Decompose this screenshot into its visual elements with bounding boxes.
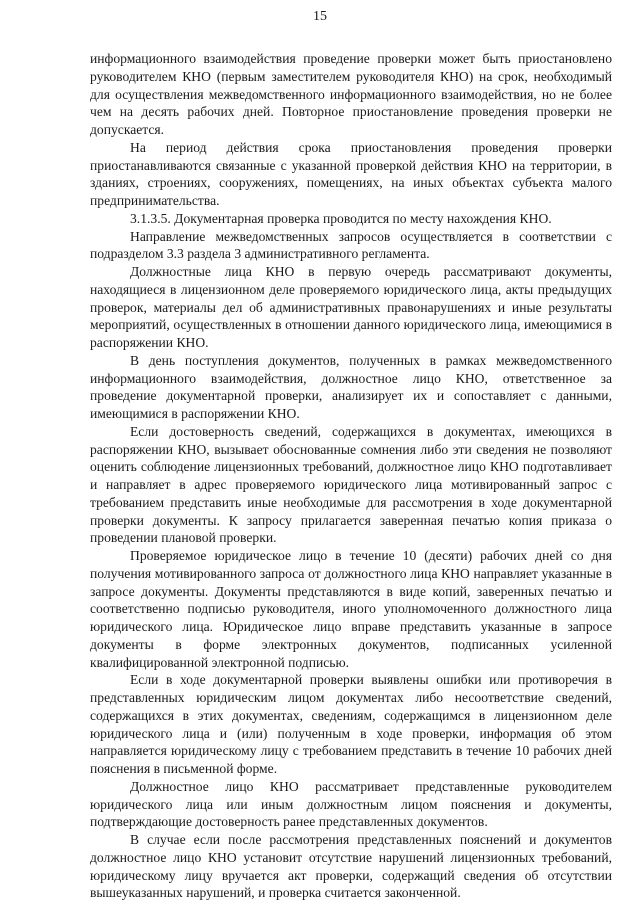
paragraph: 3.1.3.5. Документарная проверка проводится по месту нахождения КНО. bbox=[130, 210, 552, 226]
page-number: 15 bbox=[313, 9, 327, 24]
paragraph: Должностные лица КНО в первую очередь рассматривают документы, находящиеся в лицензионном деле проверяемого юридического лица, акты предыдущих проверок, материалы дел об административных правонарушениях и иные результаты мероприятий, осуществленных в отношении данного юридического лица, имеющимися в распоряжении КНО. bbox=[90, 264, 612, 350]
paragraph: В случае если после рассмотрения представленных пояснений и документов должностное лицо КНО установит отсутствие нарушений лицензионных требований, юридическому лицу вручается акт проверки, содержащий сведения об отсутствии вышеуказанных нарушений, и проверка считается законченной. bbox=[90, 832, 612, 901]
paragraph: информационного взаимодействия проведение проверки может быть приостановлено руководителем КНО (первым заместителем руководителя КНО) на срок, необходимый для осуществления межведомственного информационного взаимодействия, но не более чем на десять рабочих дней. Повторное приостановление проведения проверки не допускается. bbox=[90, 51, 612, 137]
paragraph: Должностное лицо КНО рассматривает представленные руководителем юридического лица или иным должностным лицом пояснения и документы, подтверждающие достоверность ранее представленных документов. bbox=[90, 778, 612, 830]
paragraph: Направление межведомственных запросов осуществляется в соответствии с подразделом 3.3 раздела 3 административного регламента. bbox=[90, 228, 612, 262]
document-body bbox=[90, 50, 612, 902]
paragraph: Если достоверность сведений, содержащихся в документах, имеющихся в распоряжении КНО, вызывает обоснованные сомнения либо эти сведения не позволяют оценить соблюдение лицензионных требований, должностное лицо КНО подготавливает и направляет в адрес проверяемого юридического лица мотивированный запрос с требованием представить иные необходимые для рассмотрения в ходе документарной проверки документы. К запросу прилагается заверенная печатью копия приказа о проведении плановой проверки. bbox=[90, 423, 612, 546]
paragraph: Если в ходе документарной проверки выявлены ошибки или противоречия в представленных юридическим лицом документах либо несоответствие сведений, содержащихся в этих документах, сведениям, содержащимся в лицензионном деле юридического лица и (или) полученным в ходе проверки, информация об этом направляется юридическому лицу с требованием представить в течение 10 рабочих дней пояснения в письменной форме. bbox=[90, 672, 612, 776]
paragraph: Проверяемое юридическое лицо в течение 10 (десяти) рабочих дней со дня получения мотивированного запроса от должностного лица КНО направляет указанные в запросе документы. Документы представляются в виде копий, заверенных печатью и соответственно подписью руководителя, иного уполномоченного должностного лица юридического лица. Юридическое лицо вправе представить указанные в запросе документы в форме электронных документов, подписанных усиленной квалифицированной электронной подписью. bbox=[90, 548, 612, 670]
paragraph: В день поступления документов, полученных в рамках межведомственного информационного взаимодействия, должностное лицо КНО, ответственное за проведение документарной проверки, анализирует их и сопоставляет с данными, имеющимися в распоряжении КНО. bbox=[90, 352, 612, 421]
paragraph: На период действия срока приостановления проведения проверки приостанавливаются связанные с указанной проверкой действия КНО на территории, в зданиях, строениях, сооружениях, помещениях, на иных объектах субъекта малого предпринимательства. bbox=[90, 139, 612, 208]
